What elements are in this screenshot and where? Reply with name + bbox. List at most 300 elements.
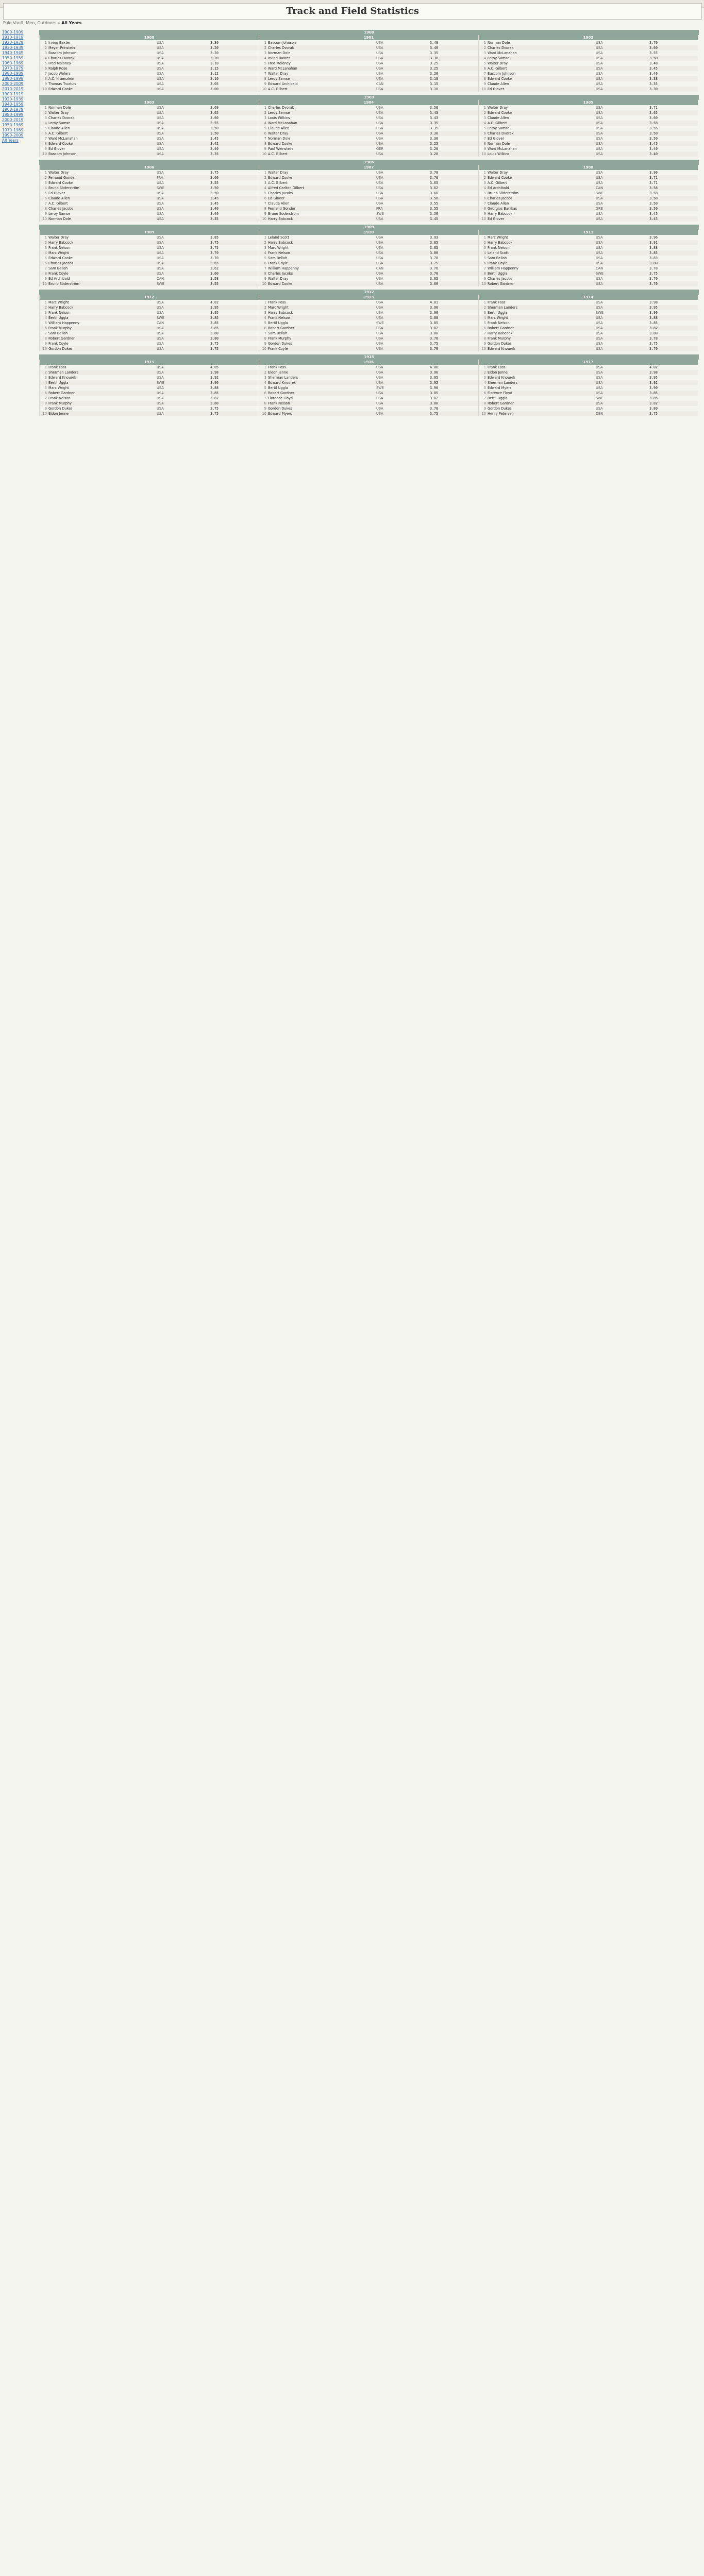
athlete-name[interactable]: Charles Dvorak (48, 116, 75, 120)
athlete-name[interactable]: Leland Scott (488, 251, 509, 255)
athlete-name[interactable]: Ward McLanahan (268, 121, 297, 125)
table-row (40, 56, 259, 61)
mark-value: 3.60 (210, 272, 219, 276)
sidebar-item[interactable]: 1950-1959 (2, 56, 24, 60)
athlete-name[interactable]: Edward Cooke (488, 77, 512, 81)
mark-value: 3.30 (210, 41, 219, 45)
athlete-name[interactable]: Alfred Carlton Gilbert (268, 186, 304, 190)
table-row (40, 211, 259, 216)
athlete-name[interactable]: Frank Nelson (48, 311, 71, 315)
athlete-name[interactable]: Marc Wright (268, 246, 289, 250)
rank-cell: 9 (44, 342, 47, 346)
athlete-name[interactable]: Thomas Truxtun (48, 82, 76, 86)
mark-value: 3.50 (649, 137, 658, 141)
athlete-name[interactable]: Harry Babcock (488, 331, 513, 335)
athlete-name[interactable]: Marc Wright (488, 316, 508, 320)
mark-value: 3.82 (210, 396, 219, 400)
athlete-name[interactable]: Edward Knourek (48, 376, 76, 380)
mark-value: 3.78 (649, 266, 658, 270)
sidebar-item[interactable]: 1900-1919 (2, 92, 24, 96)
athlete-name[interactable]: Ed Archibald (488, 186, 509, 190)
table-row (40, 40, 259, 45)
athlete-name[interactable]: Walter Dray (268, 277, 289, 281)
athlete-name[interactable]: Frank Foss (268, 300, 286, 304)
table-row (40, 81, 259, 87)
rank-cell: 7 (44, 331, 47, 335)
rank-cell: 9 (44, 147, 47, 151)
athlete-name[interactable]: Norman Dole (268, 51, 291, 55)
nation-code: USA (157, 347, 164, 351)
nation-code: USA (376, 217, 383, 221)
sidebar-item[interactable]: 1940-1949 (2, 50, 24, 55)
athlete-name[interactable]: Bertil Uggla (488, 272, 508, 276)
rank-cell: 8 (483, 401, 486, 405)
nation-code: FRA (376, 207, 383, 211)
table-row (259, 87, 478, 92)
rank-cell: 3 (264, 376, 266, 380)
athlete-name[interactable]: Ralph Rose (48, 66, 68, 71)
athlete-name[interactable]: Sam Bellah (268, 331, 288, 335)
athlete-name[interactable]: Gordon Dukes (268, 406, 292, 411)
athlete-name[interactable]: Ward McLanahan (488, 51, 517, 55)
table-row (259, 315, 478, 320)
athlete-name[interactable]: Edward Cooke (268, 142, 292, 146)
nation-code: USA (157, 51, 164, 55)
athlete-name[interactable]: Charles Dvorak (48, 56, 75, 60)
athlete-name[interactable]: Marc Wright (48, 251, 69, 255)
nation-code: USA (376, 251, 383, 255)
athlete-name[interactable]: William Happenny (268, 266, 299, 270)
rank-cell: 5 (44, 256, 47, 260)
year-column-heading: 1916 (259, 360, 478, 365)
nation-code: USA (157, 196, 164, 200)
athlete-name[interactable]: Florence Floyd (268, 396, 293, 400)
athlete-name[interactable]: Claude Allen (268, 126, 290, 130)
athlete-name[interactable]: Bascom Johnson (488, 72, 516, 76)
rank-cell: 2 (483, 370, 486, 375)
athlete-name[interactable]: Frank Murphy (48, 326, 72, 330)
athlete-name[interactable]: Eldon Jenne (268, 370, 288, 375)
athlete-name[interactable]: Leroy Samse (48, 212, 71, 216)
table-row (259, 81, 478, 87)
athlete-name[interactable]: Fernand Gonder (48, 176, 76, 180)
year-column-heading: 1917 (479, 360, 698, 365)
rank-cell: 8 (483, 207, 486, 211)
athlete-name[interactable]: Leroy Samse (268, 111, 290, 115)
ranking-list (40, 235, 259, 286)
athlete-name[interactable]: Charles Jacobs (268, 191, 293, 195)
athlete-name[interactable]: Claude Allen (488, 82, 509, 86)
year-column (259, 35, 478, 92)
athlete-name[interactable]: Bruno Söderström (48, 186, 79, 190)
athlete-name[interactable]: Marc Wright (48, 300, 69, 304)
athlete-name[interactable]: Edward Cooke (268, 176, 292, 180)
athlete-name[interactable]: Meyer Prinstein (48, 46, 75, 50)
athlete-name[interactable]: Sherman Landers (48, 370, 79, 375)
athlete-name[interactable]: Harry Babcock (48, 306, 74, 310)
sidebar-item[interactable]: 1960-1969 (2, 61, 24, 65)
athlete-name[interactable]: Gordon Dukes (488, 342, 512, 346)
athlete-name[interactable]: Fred Moloney (268, 61, 291, 65)
athlete-name[interactable]: Harry Babcock (48, 241, 74, 245)
athlete-name[interactable]: Walter Dray (488, 61, 508, 65)
athlete-name[interactable]: Marc Wright (48, 386, 69, 390)
athlete-name[interactable]: Charles Jacobs (488, 277, 513, 281)
athlete-name[interactable]: Irving Baxter (48, 41, 71, 45)
nation-code: USA (376, 376, 383, 380)
nation-code: USA (376, 196, 383, 200)
athlete-name[interactable]: Ward McLanahan (268, 66, 297, 71)
athlete-name[interactable]: Edward Archibald (268, 82, 298, 86)
mark-value: 3.95 (649, 306, 658, 310)
athlete-name[interactable]: Gordon Dukes (48, 406, 73, 411)
athlete-name[interactable]: Ed Glover (268, 196, 285, 200)
sidebar-item[interactable]: 2010-2019 (2, 87, 24, 91)
nation-code: USA (376, 186, 383, 190)
nation-code: SWE (376, 386, 384, 390)
athlete-name[interactable]: A.C. Gilbert (48, 201, 68, 206)
athlete-name[interactable]: Charles Dvorak (268, 106, 294, 110)
athlete-name[interactable]: Gordon Dukes (268, 342, 292, 346)
athlete-name[interactable]: Ed Glover (488, 87, 505, 91)
athlete-name[interactable]: Walter Dray (48, 111, 69, 115)
sidebar-item[interactable]: 1990-2009 (2, 133, 24, 138)
athlete-name[interactable]: Gordon Dukes (48, 347, 73, 351)
athlete-name[interactable]: William Happenny (488, 266, 518, 270)
athlete-name[interactable]: William Happenny (48, 321, 79, 325)
athlete-name[interactable]: Bruno Söderström (268, 212, 299, 216)
athlete-name[interactable]: Walter Dray (268, 171, 289, 175)
athlete-name[interactable]: Eldon Jenne (488, 370, 508, 375)
athlete-name[interactable]: Frank Foss (48, 365, 66, 369)
table-row (40, 141, 259, 146)
athlete-name[interactable]: Frank Foss (268, 365, 286, 369)
athlete-name[interactable]: Ed Glover (48, 147, 65, 151)
nation-code: USA (157, 311, 164, 315)
table-row (479, 146, 698, 151)
athlete-name[interactable]: Norman Dole (48, 106, 71, 110)
mark-value: 3.96 (430, 306, 438, 310)
athlete-name[interactable]: Charles Jacobs (488, 196, 513, 200)
athlete-name[interactable]: Bascom Johnson (48, 152, 77, 156)
athlete-name[interactable]: Leroy Samse (488, 56, 510, 60)
athlete-name[interactable]: Frank Coyle (48, 342, 69, 346)
athlete-name[interactable]: A.C. Kraenzlein (48, 77, 74, 81)
athlete-name[interactable]: Sherman Landers (488, 381, 518, 385)
nation-code: USA (596, 217, 603, 221)
athlete-name[interactable]: Louis Wilkins (268, 116, 290, 120)
athlete-name[interactable]: Bertil Uggla (488, 311, 508, 315)
sidebar-item[interactable]: 1930-1939 (2, 45, 24, 50)
table-row (40, 305, 259, 310)
rank-cell: 5 (483, 126, 486, 130)
athlete-name[interactable]: Edward Knourek (488, 347, 515, 351)
mark-value: 3.90 (430, 311, 438, 315)
athlete-name[interactable]: Edward Cooke (48, 87, 73, 91)
athlete-name[interactable]: Bertil Uggla (48, 316, 69, 320)
nation-code: USA (157, 326, 164, 330)
table-row (259, 136, 478, 141)
athlete-name[interactable]: Frank Nelson (488, 246, 510, 250)
sidebar-item[interactable]: All Years (2, 138, 19, 143)
athlete-name[interactable]: Claude Allen (488, 116, 509, 120)
sidebar-item[interactable]: 1920-1929 (2, 40, 24, 45)
table-row (259, 240, 478, 245)
sidebar-item[interactable]: 1900-1909 (2, 30, 24, 35)
athlete-name[interactable]: Edward Knourek (268, 381, 296, 385)
athlete-name[interactable]: Walter Dray (488, 106, 508, 110)
athlete-name[interactable]: Paul Weinstein (268, 147, 293, 151)
athlete-name[interactable]: Bascom Johnson (268, 41, 296, 45)
athlete-name[interactable]: Norman Dole (488, 41, 510, 45)
sidebar-item[interactable]: 1960-1979 (2, 107, 24, 112)
mark-value: 3.50 (649, 56, 658, 60)
nation-code: SWE (157, 282, 164, 286)
nation-code: USA (376, 181, 383, 185)
athlete-name[interactable]: Bruno Söderström (48, 282, 79, 286)
athlete-name[interactable]: Robert Gardner (48, 336, 75, 341)
athlete-name[interactable]: Bertil Uggla (488, 396, 508, 400)
athlete-name[interactable]: Bertil Uggla (268, 386, 288, 390)
athlete-name[interactable]: Frank Nelson (488, 321, 510, 325)
year-column (39, 295, 259, 351)
athlete-name[interactable]: Sam Bellah (268, 256, 288, 260)
athlete-name[interactable]: Marc Wright (268, 306, 289, 310)
athlete-name[interactable]: Fernand Gonder (268, 207, 296, 211)
athlete-name[interactable]: Bertil Uggla (48, 381, 69, 385)
athlete-name[interactable]: Louis Wilkins (488, 152, 510, 156)
athlete-name[interactable]: Norman Dole (268, 137, 291, 141)
athlete-name[interactable]: Robert Gardner (488, 326, 514, 330)
athlete-name[interactable]: Sherman Landers (268, 376, 298, 380)
athlete-name[interactable]: Frank Coyle (268, 261, 288, 265)
athlete-name[interactable]: Walter Dray (48, 171, 69, 175)
athlete-name[interactable]: Edward Cooke (488, 176, 512, 180)
nation-code: CAN (596, 186, 604, 190)
year-block (39, 30, 699, 92)
athlete-name[interactable]: A.C. Gilbert (488, 181, 507, 185)
nation-code: USA (376, 201, 383, 206)
table-row (479, 271, 698, 276)
athlete-name[interactable]: A.C. Gilbert (488, 121, 507, 125)
athlete-name[interactable]: Ward McLanahan (48, 137, 78, 141)
athlete-name[interactable]: Leroy Samse (48, 121, 71, 125)
athlete-name[interactable]: Walter Dray (48, 235, 69, 240)
athlete-name[interactable]: Sam Bellah (48, 266, 68, 270)
table-row (479, 151, 698, 157)
athlete-name[interactable]: Frank Coyle (488, 261, 508, 265)
athlete-name[interactable]: Frank Murphy (268, 336, 292, 341)
athlete-name[interactable]: Leland Scott (268, 235, 289, 240)
table-row (479, 281, 698, 286)
ranking-list (40, 365, 259, 416)
athlete-name[interactable]: Claude Allen (488, 201, 509, 206)
athlete-name[interactable]: Georgios Banikas (488, 207, 517, 211)
athlete-name[interactable]: A.C. Gilbert (268, 181, 288, 185)
nation-code: USA (376, 51, 383, 55)
athlete-name[interactable]: Edward Myers (488, 386, 512, 390)
mark-value: 3.40 (210, 212, 219, 216)
athlete-name[interactable]: Frank Nelson (48, 396, 71, 400)
athlete-name[interactable]: Bruno Söderström (488, 191, 518, 195)
ranking-list (479, 300, 698, 351)
athlete-name[interactable]: Frank Nelson (48, 246, 71, 250)
athlete-name[interactable]: Frank Murphy (48, 401, 72, 405)
athlete-name[interactable]: Claude Allen (48, 126, 70, 130)
athlete-name[interactable]: A.C. Gilbert (48, 131, 68, 135)
athlete-name[interactable]: Leroy Samse (488, 126, 510, 130)
athlete-name[interactable]: Frank Coyle (48, 272, 69, 276)
athlete-name[interactable]: Edward Myers (268, 412, 292, 416)
athlete-name[interactable]: Charles Dvorak (488, 46, 514, 50)
sidebar-item[interactable]: 1990-1999 (2, 76, 24, 81)
athlete-name[interactable]: Ed Glover (48, 191, 65, 195)
athlete-name[interactable]: Sam Bellah (48, 331, 68, 335)
athlete-name[interactable]: Ed Glover (488, 217, 505, 221)
athlete-name[interactable]: Charles Dvorak (488, 131, 514, 135)
sidebar-item[interactable]: 1910-1919 (2, 35, 24, 40)
athlete-name[interactable]: Marc Wright (488, 235, 508, 240)
athlete-name[interactable]: Frank Foss (488, 365, 506, 369)
nation-code: SWE (596, 272, 604, 276)
rank-cell: 4 (44, 121, 47, 125)
table-row (40, 266, 259, 271)
athlete-name[interactable]: Claude Allen (268, 201, 290, 206)
sidebar-item[interactable]: 1950-1969 (2, 123, 24, 127)
sidebar-item[interactable]: 1980-1999 (2, 112, 24, 117)
breadcrumb-prefix[interactable]: Pole Vault, Men, Outdoors (3, 21, 57, 25)
nation-code: CAN (376, 266, 384, 270)
athlete-name[interactable]: Norman Dole (48, 217, 71, 221)
table-row (259, 71, 478, 76)
athlete-name[interactable]: Jacob Wefers (48, 72, 71, 76)
athlete-name[interactable]: Robert Gardner (268, 391, 294, 395)
athlete-name[interactable]: A.C. Gilbert (268, 87, 288, 91)
mark-value: 3.50 (430, 106, 438, 110)
year-column (259, 295, 478, 351)
sidebar-item[interactable]: 1970-1989 (2, 128, 24, 132)
nation-code: USA (596, 282, 603, 286)
nation-code: USA (157, 266, 164, 270)
nation-code: USA (376, 46, 383, 50)
table-row (479, 211, 698, 216)
mark-value: 3.25 (430, 61, 438, 65)
sidebar-item[interactable]: 2000-2019 (2, 117, 24, 122)
nation-code: USA (376, 316, 383, 320)
table-row (259, 346, 478, 351)
table-row (479, 56, 698, 61)
table-row (259, 50, 478, 56)
athlete-name[interactable]: Ed Archibald (48, 277, 70, 281)
mark-value: 3.95 (210, 311, 219, 315)
athlete-name[interactable]: Claude Allen (48, 196, 70, 200)
table-row (259, 115, 478, 121)
mark-value: 3.88 (649, 246, 658, 250)
athlete-name[interactable]: Robert Gardner (488, 282, 514, 286)
mark-value: 3.71 (649, 181, 658, 185)
athlete-name[interactable]: Charles Jacobs (48, 207, 74, 211)
nation-code: USA (157, 217, 164, 221)
athlete-name[interactable]: Frank Coyle (268, 347, 288, 351)
sidebar-item[interactable]: 2000-2009 (2, 81, 24, 86)
athlete-name[interactable]: Robert Gardner (48, 391, 75, 395)
athlete-name[interactable]: Frank Nelson (268, 316, 290, 320)
athlete-name[interactable]: Edward Knourek (488, 376, 515, 380)
sidebar-item[interactable]: 1940-1959 (2, 102, 24, 107)
athlete-name[interactable]: Frank Nelson (268, 251, 290, 255)
athlete-name[interactable]: Charles Dvorak (268, 46, 294, 50)
nation-code: USA (596, 201, 603, 206)
athlete-name[interactable]: Henry Petersen (488, 412, 514, 416)
athlete-name[interactable]: Edward Cooke (48, 181, 73, 185)
sidebar-item[interactable]: 1980-1989 (2, 71, 24, 76)
athlete-name[interactable]: Irving Baxter (268, 56, 290, 60)
athlete-name[interactable]: Edward Cooke (48, 142, 73, 146)
athlete-name[interactable]: Frank Foss (488, 300, 506, 304)
athlete-name[interactable]: A.C. Gilbert (268, 152, 288, 156)
table-row (40, 326, 259, 331)
athlete-name[interactable]: Edward Cooke (268, 282, 292, 286)
nation-code: USA (376, 235, 383, 240)
rank-cell: 5 (44, 386, 47, 390)
sidebar-item[interactable]: 1970-1979 (2, 66, 24, 71)
athlete-name[interactable]: Eldon Jenne (48, 412, 69, 416)
athlete-name[interactable]: Norman Dole (488, 142, 510, 146)
rank-cell: 10 (262, 152, 266, 156)
athlete-name[interactable]: Fred Moloney (48, 61, 71, 65)
athlete-name[interactable]: Sam Bellah (488, 256, 507, 260)
athlete-name[interactable]: Harry Babcock (488, 212, 513, 216)
table-row (40, 281, 259, 286)
athlete-name[interactable]: Charles Jacobs (48, 261, 74, 265)
athlete-name[interactable]: Charles Jacobs (268, 272, 293, 276)
athlete-name[interactable]: Harry Babcock (268, 311, 293, 315)
nation-code: USA (596, 365, 603, 369)
athlete-name[interactable]: Harry Babcock (488, 241, 513, 245)
athlete-name[interactable]: Ward McLanahan (488, 147, 517, 151)
table-row (479, 40, 698, 45)
athlete-name[interactable]: Walter Dray (268, 131, 289, 135)
athlete-name[interactable]: Sherman Landers (488, 306, 518, 310)
athlete-name[interactable]: Bascom Johnson (48, 51, 77, 55)
nation-code: USA (157, 365, 164, 369)
athlete-name[interactable]: Frank Murphy (488, 336, 511, 341)
athlete-name[interactable]: Walter Dray (268, 72, 289, 76)
nation-code: USA (157, 212, 164, 216)
athlete-name[interactable]: Leroy Samse (268, 77, 290, 81)
athlete-name[interactable]: Harry Babcock (268, 217, 293, 221)
table-row (479, 300, 698, 305)
athlete-name[interactable]: Robert Gardner (268, 326, 294, 330)
athlete-name[interactable]: Gordon Dukes (488, 406, 512, 411)
table-row (40, 271, 259, 276)
athlete-name[interactable]: Walter Dray (488, 171, 508, 175)
nation-code: USA (157, 331, 164, 335)
athlete-name[interactable]: Frank Nelson (268, 401, 290, 405)
mark-value: 3.48 (430, 41, 438, 45)
athlete-name[interactable]: Harry Babcock (268, 241, 293, 245)
athlete-name[interactable]: A.C. Gilbert (488, 66, 507, 71)
page-title: Track and Field Statistics (286, 6, 419, 16)
athlete-name[interactable]: Edward Cooke (488, 111, 512, 115)
athlete-name[interactable]: Edward Cooke (48, 256, 73, 260)
athlete-name[interactable]: Robert Gardner (488, 401, 514, 405)
athlete-name[interactable]: Ed Glover (488, 137, 505, 141)
athlete-name[interactable]: Bertil Uggla (268, 321, 288, 325)
athlete-name[interactable]: Florence Floyd (488, 391, 512, 395)
sidebar-item[interactable]: 1920-1939 (2, 97, 24, 101)
mark-value: 3.90 (430, 386, 438, 390)
